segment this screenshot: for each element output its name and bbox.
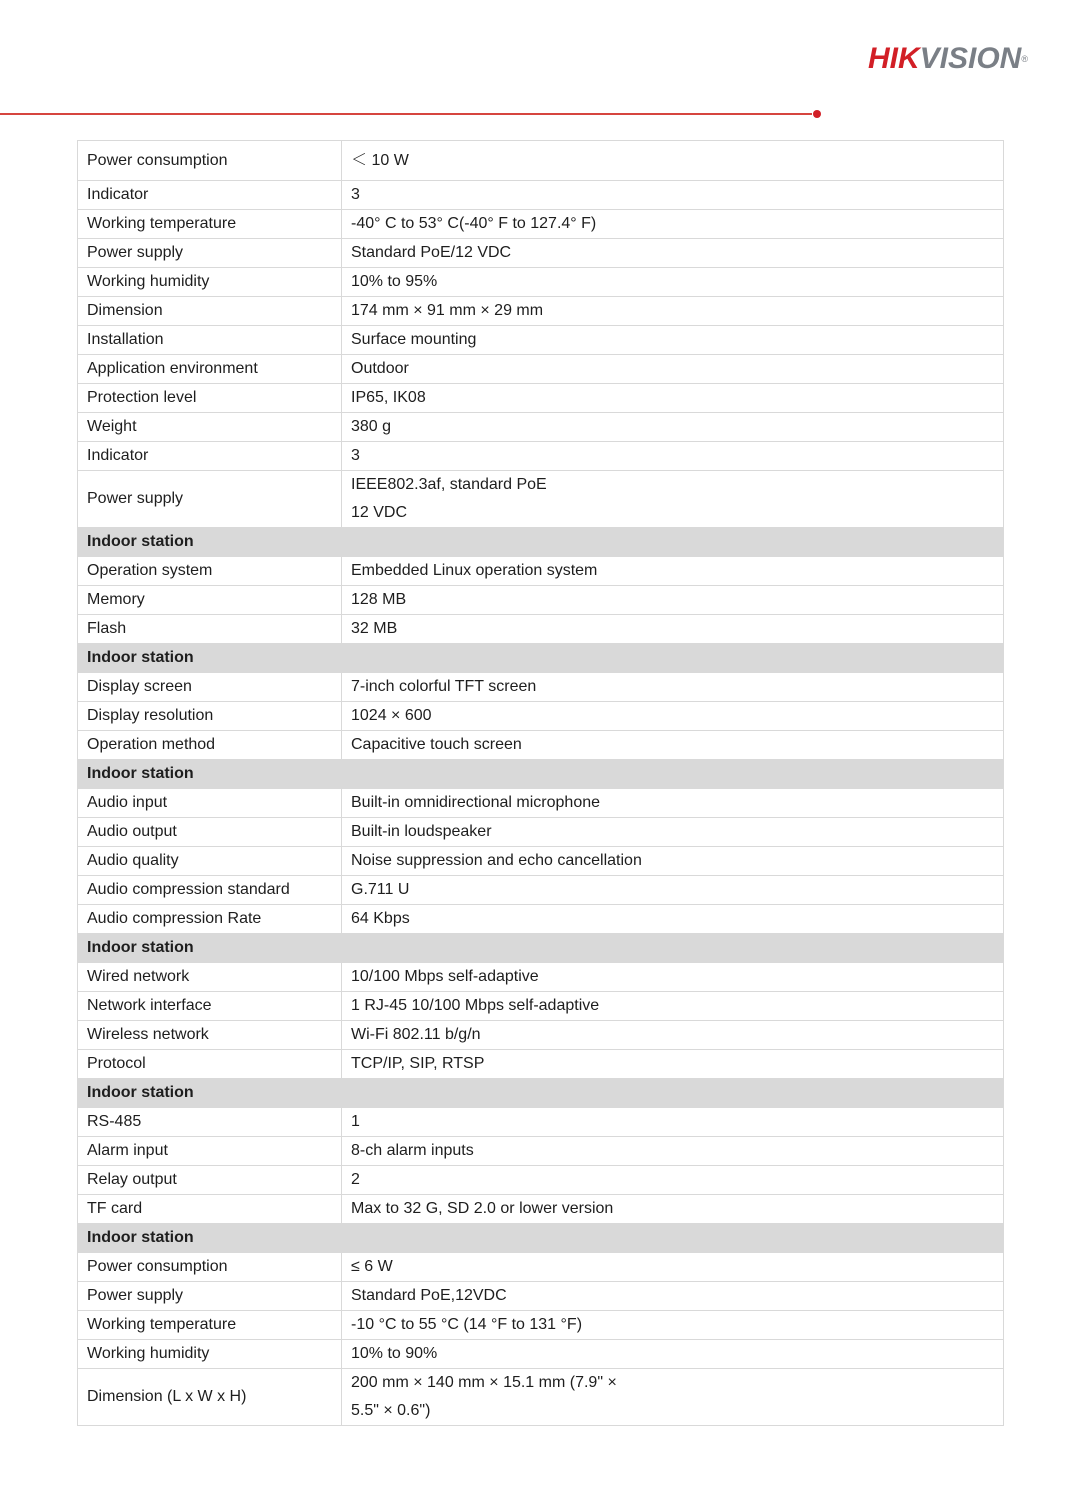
spec-row [78,1137,1004,1166]
spec-value: 380 g [342,413,1004,442]
spec-row [78,442,1004,471]
spec-value: G.711 U [342,876,1004,905]
section-title: Indoor station [78,644,1004,673]
spec-value: 1 RJ-45 10/100 Mbps self-adaptive [342,992,1004,1021]
spec-row [78,141,1004,181]
section-title: Indoor station [78,528,1004,557]
spec-value: Outdoor [342,355,1004,384]
spec-label: Application environment [78,355,342,384]
spec-label: Working temperature [78,1311,342,1340]
spec-table [77,140,1004,1426]
spec-value: ≤ 6 W [342,1253,1004,1282]
spec-value: Standard PoE,12VDC [342,1282,1004,1311]
spec-row [78,1282,1004,1311]
spec-value: Max to 32 G, SD 2.0 or lower version [342,1195,1004,1224]
spec-value: 8-ch alarm inputs [342,1137,1004,1166]
spec-label: Display resolution [78,702,342,731]
spec-value: Built-in omnidirectional microphone [342,789,1004,818]
spec-label: Display screen [78,673,342,702]
spec-value: 64 Kbps [342,905,1004,934]
spec-label: Alarm input [78,1137,342,1166]
spec-row [78,702,1004,731]
spec-label: Installation [78,326,342,355]
spec-label: Power consumption [78,141,342,181]
spec-value: Noise suppression and echo cancellation [342,847,1004,876]
spec-value: 3 [342,442,1004,471]
section-header-row [78,934,1004,963]
spec-label: Power consumption [78,1253,342,1282]
spec-row [78,1195,1004,1224]
spec-value: 1024 × 600 [342,702,1004,731]
spec-label: Protection level [78,384,342,413]
spec-row [78,586,1004,615]
spec-row [78,210,1004,239]
spec-label: Power supply [78,1282,342,1311]
spec-row [78,1050,1004,1079]
spec-value: TCP/IP, SIP, RTSP [342,1050,1004,1079]
spec-value: 174 mm × 91 mm × 29 mm [342,297,1004,326]
spec-value: Built-in loudspeaker [342,818,1004,847]
spec-label: RS-485 [78,1108,342,1137]
header-divider [0,113,812,115]
spec-value: IP65, IK08 [342,384,1004,413]
spec-value: Embedded Linux operation system [342,557,1004,586]
spec-label: Wired network [78,963,342,992]
section-title: Indoor station [78,934,1004,963]
spec-label: Memory [78,586,342,615]
spec-value-line: 12 VDC [351,504,408,521]
spec-row [78,355,1004,384]
spec-value-line: 200 mm × 140 mm × 15.1 mm (7.9" × [351,1374,617,1391]
spec-row [78,1253,1004,1282]
spec-value [342,471,1004,528]
spec-value: 3 [342,181,1004,210]
section-title: Indoor station [78,760,1004,789]
spec-row [78,297,1004,326]
spec-value [342,1369,1004,1426]
spec-value: Standard PoE/12 VDC [342,239,1004,268]
spec-value: ＜ 10 W [342,141,1004,181]
spec-row [78,992,1004,1021]
spec-value: 10% to 95% [342,268,1004,297]
spec-row [78,326,1004,355]
spec-row [78,1369,1004,1426]
spec-label: Operation method [78,731,342,760]
spec-value-line: IEEE802.3af, standard PoE [351,476,547,493]
section-header-row [78,760,1004,789]
spec-label: Weight [78,413,342,442]
header-divider-dot [813,110,821,118]
spec-row [78,557,1004,586]
spec-label: Working temperature [78,210,342,239]
spec-label: Wireless network [78,1021,342,1050]
spec-row [78,963,1004,992]
spec-label: Working humidity [78,1340,342,1369]
spec-label: Indicator [78,442,342,471]
spec-label: Audio input [78,789,342,818]
spec-row [78,847,1004,876]
spec-row [78,905,1004,934]
spec-value: 2 [342,1166,1004,1195]
spec-value: Surface mounting [342,326,1004,355]
spec-row [78,1311,1004,1340]
spec-label: TF card [78,1195,342,1224]
spec-value: Wi-Fi 802.11 b/g/n [342,1021,1004,1050]
section-title: Indoor station [78,1079,1004,1108]
spec-label: Audio compression standard [78,876,342,905]
spec-value: 128 MB [342,586,1004,615]
spec-label: Power supply [78,471,342,528]
spec-row [78,615,1004,644]
section-header-row [78,528,1004,557]
section-header-row [78,644,1004,673]
section-header-row [78,1224,1004,1253]
spec-value: 1 [342,1108,1004,1137]
spec-label: Operation system [78,557,342,586]
spec-label: Relay output [78,1166,342,1195]
spec-row [78,1166,1004,1195]
spec-value: Capacitive touch screen [342,731,1004,760]
hikvision-logo: HIKVISION® [867,42,1028,75]
spec-row [78,413,1004,442]
spec-label: Dimension (L x W x H) [78,1369,342,1426]
spec-label: Audio compression Rate [78,905,342,934]
spec-value-line: 5.5" × 0.6") [351,1402,431,1419]
spec-row [78,673,1004,702]
spec-label: Audio quality [78,847,342,876]
spec-label: Flash [78,615,342,644]
spec-value: -40° C to 53° C(-40° F to 127.4° F) [342,210,1004,239]
spec-label: Protocol [78,1050,342,1079]
spec-row [78,239,1004,268]
spec-row [78,471,1004,528]
section-header-row [78,1079,1004,1108]
spec-row [78,1108,1004,1137]
spec-label: Working humidity [78,268,342,297]
section-title: Indoor station [78,1224,1004,1253]
spec-label: Power supply [78,239,342,268]
spec-value: -10 °C to 55 °C (14 °F to 131 °F) [342,1311,1004,1340]
spec-value: 10/100 Mbps self-adaptive [342,963,1004,992]
spec-value: 7-inch colorful TFT screen [342,673,1004,702]
spec-row [78,181,1004,210]
spec-row [78,789,1004,818]
spec-value: 32 MB [342,615,1004,644]
spec-value: 10% to 90% [342,1340,1004,1369]
spec-label: Network interface [78,992,342,1021]
spec-label: Dimension [78,297,342,326]
spec-row [78,731,1004,760]
spec-row [78,876,1004,905]
spec-row [78,384,1004,413]
spec-label: Indicator [78,181,342,210]
spec-label: Audio output [78,818,342,847]
spec-row [78,268,1004,297]
spec-row [78,1021,1004,1050]
spec-row [78,1340,1004,1369]
spec-row [78,818,1004,847]
